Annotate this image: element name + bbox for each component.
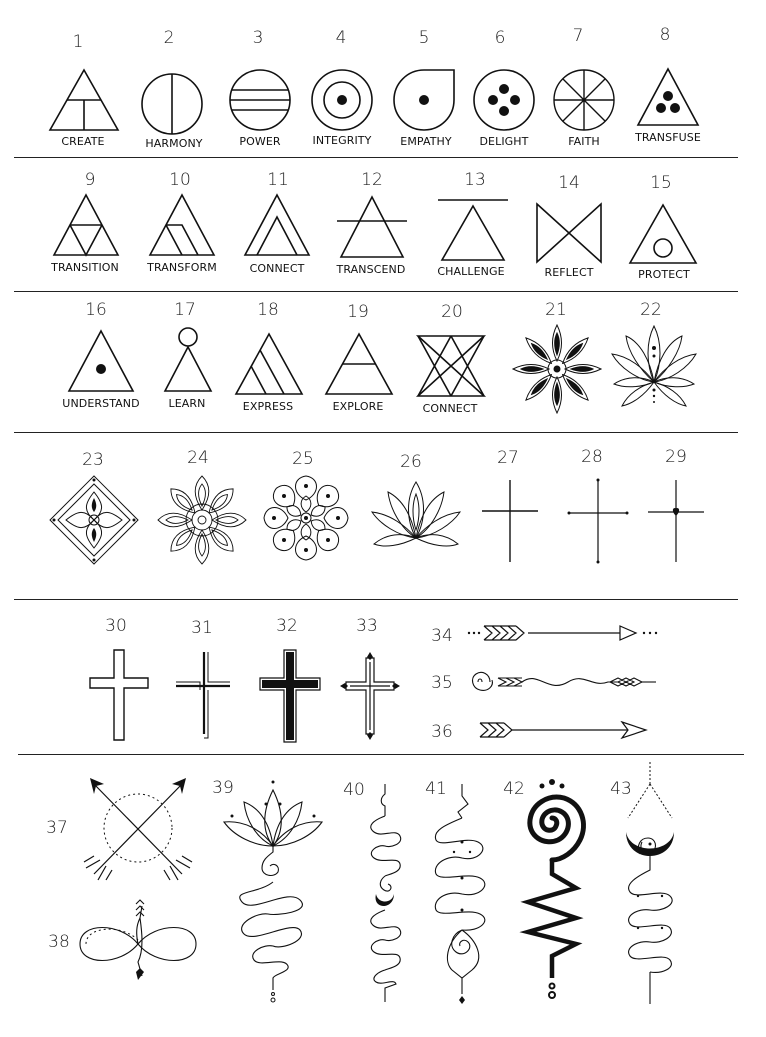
symbol-number: 30: [105, 616, 127, 636]
symbol-number: 12: [361, 170, 383, 190]
symbol-number: 24: [187, 448, 209, 468]
challenge-symbol: [436, 198, 510, 262]
connect-hourglass-symbol: [416, 334, 486, 398]
symbol-number: 26: [400, 452, 422, 472]
symbol-number: 38: [48, 932, 70, 952]
row-divider: [18, 754, 744, 755]
row-divider: [14, 599, 738, 600]
symbol-number: 28: [581, 447, 603, 467]
spiral-zigzag-symbol: [512, 778, 592, 1004]
crossed-arrows-symbol: [82, 776, 194, 882]
symbol-label: CONNECT: [422, 402, 478, 415]
thin-cross-symbol: [480, 478, 540, 564]
symbol-label: TRANSITION: [51, 261, 119, 274]
row-divider: [14, 432, 738, 433]
symbol-number: 25: [292, 449, 314, 469]
row-divider: [14, 291, 738, 292]
symbol-number: 22: [640, 300, 662, 320]
heart-cross-symbol: [646, 478, 706, 564]
symbol-number: 6: [494, 28, 506, 48]
shadow-cross-symbol: [172, 648, 234, 742]
flower-mandala: [262, 474, 350, 562]
symbol-label: LEARN: [168, 397, 206, 410]
symbol-label: CHALLENGE: [437, 265, 505, 278]
symbol-number: 4: [335, 28, 347, 48]
symbol-label: TRANSCEND: [336, 263, 406, 276]
symbol-number: 43: [610, 779, 632, 799]
symbol-number: 36: [431, 722, 453, 742]
explore-symbol: [324, 332, 394, 396]
power-symbol: [228, 68, 292, 132]
symbol-number: 37: [46, 818, 68, 838]
transfuse-symbol: [636, 67, 700, 129]
protect-symbol: [628, 203, 698, 265]
symbol-number: 29: [665, 447, 687, 467]
row-divider: [14, 157, 738, 158]
symbol-number: 5: [418, 28, 430, 48]
reflect-symbol: [535, 202, 603, 264]
symbol-label: TRANSFUSE: [635, 131, 701, 144]
symbol-number: 19: [347, 302, 369, 322]
ornate-diamond-mandala: [48, 474, 140, 566]
delight-symbol: [472, 68, 536, 132]
symbol-number: 27: [497, 448, 519, 468]
symbol-label: EXPLORE: [332, 400, 384, 413]
symbol-number: 13: [464, 170, 486, 190]
symbol-number: 10: [169, 170, 191, 190]
symbol-label: UNDERSTAND: [62, 397, 140, 410]
symbol-label: TRANSFORM: [147, 261, 217, 274]
symbol-number: 42: [503, 779, 525, 799]
intricate-mandala: [156, 474, 248, 566]
symbol-number: 8: [659, 25, 671, 45]
faith-symbol: [552, 68, 616, 132]
symbol-number: 34: [431, 626, 453, 646]
symbol-label: HARMONY: [145, 137, 203, 150]
transition-symbol: [52, 193, 120, 257]
symbol-number: 16: [85, 300, 107, 320]
empathy-symbol: [392, 68, 456, 132]
symbol-label: CONNECT: [249, 262, 305, 275]
symbol-number: 15: [650, 173, 672, 193]
unalome-moon-symbol: [360, 782, 410, 1006]
lotus-outline-symbol: [370, 478, 462, 564]
dotted-cross-symbol: [567, 478, 629, 564]
symbol-number: 17: [174, 300, 196, 320]
outline-cross-symbol: [88, 648, 150, 742]
symbol-label: INTEGRITY: [312, 134, 372, 147]
unalome-spiral-symbol: [426, 782, 498, 1006]
symbol-label: PROTECT: [638, 268, 690, 281]
transcend-symbol: [335, 195, 409, 259]
symbol-number: 35: [431, 673, 453, 693]
symbol-number: 33: [356, 616, 378, 636]
symbol-label: EXPRESS: [242, 400, 294, 413]
symbol-number: 3: [252, 28, 264, 48]
symbol-label: POWER: [239, 135, 281, 148]
learn-symbol: [163, 325, 213, 393]
symbol-number: 14: [558, 173, 580, 193]
understand-symbol: [67, 329, 135, 393]
integrity-symbol: [310, 68, 374, 132]
lotus-unalome-symbol: [218, 776, 328, 1004]
create-symbol: [48, 68, 120, 132]
symbol-number: 31: [191, 618, 213, 638]
symbol-number: 2: [163, 28, 175, 48]
bold-cross-symbol: [258, 648, 322, 744]
symbol-number: 41: [425, 779, 447, 799]
symbol-number: 20: [441, 302, 463, 322]
symbol-label: CREATE: [61, 135, 105, 148]
infinity-arrow-symbol: [76, 898, 200, 982]
swirl-arrow-symbol: [468, 664, 658, 700]
diamond-tip-cross-symbol: [338, 650, 402, 742]
symbol-number: 1: [72, 32, 84, 52]
symbol-label: DELIGHT: [479, 135, 529, 148]
harmony-symbol: [140, 72, 204, 136]
express-symbol: [234, 332, 304, 396]
symbol-number: 39: [212, 778, 234, 798]
symbol-number: 9: [84, 170, 96, 190]
symbol-number: 21: [545, 300, 567, 320]
symbol-label: REFLECT: [544, 266, 594, 279]
mandala-flower-symbol: [510, 322, 604, 416]
symbol-number: 11: [267, 170, 289, 190]
symbol-number: 18: [257, 300, 279, 320]
simple-arrow-symbol: [478, 718, 650, 742]
symbol-number: 7: [572, 26, 584, 46]
symbol-number: 23: [82, 450, 104, 470]
symbol-number: 32: [276, 616, 298, 636]
symbol-number: 40: [343, 780, 365, 800]
symbol-label: FAITH: [568, 135, 600, 148]
connect-symbol: [243, 193, 311, 257]
symbol-label: EMPATHY: [400, 135, 452, 148]
transform-symbol: [148, 193, 216, 257]
arrow-dotted-symbol: [466, 622, 662, 644]
moon-unalome-symbol: [612, 760, 688, 1006]
lotus-symbol: [608, 322, 700, 408]
